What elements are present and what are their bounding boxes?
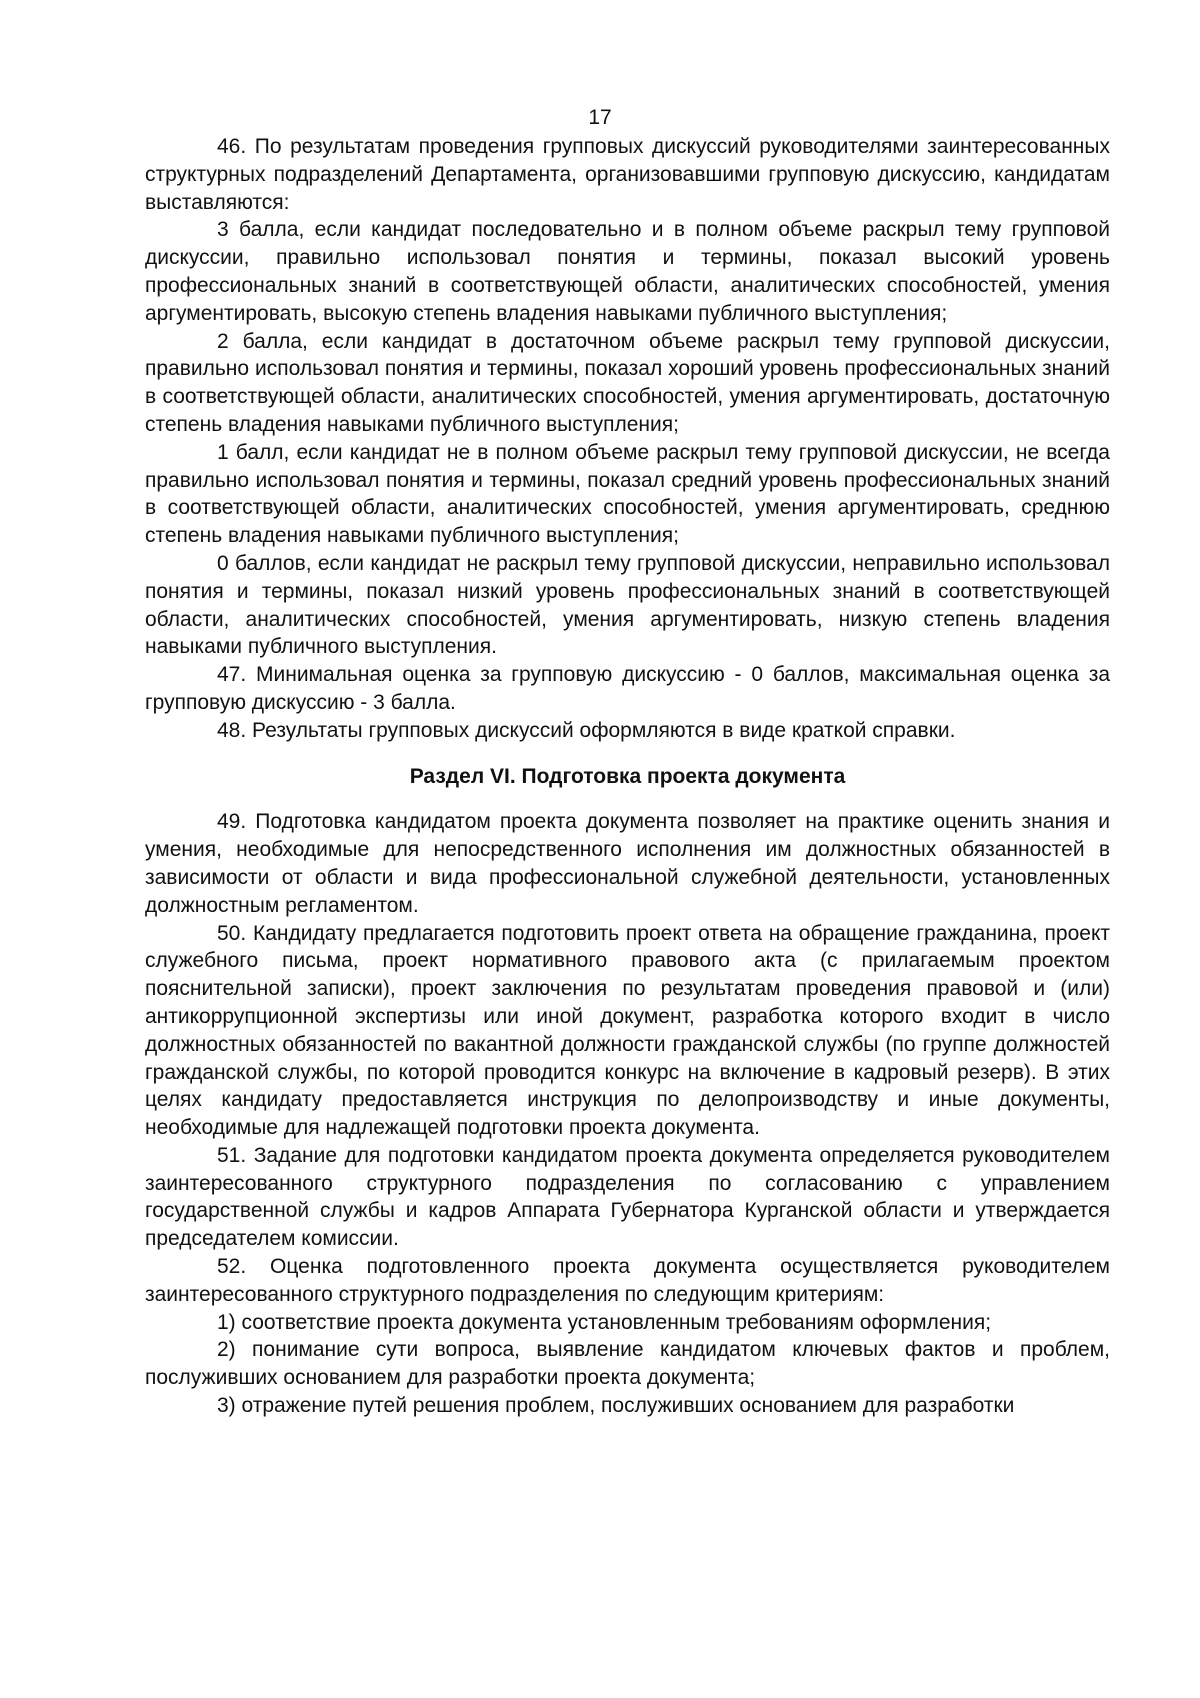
paragraph-46: 46. По результатам проведения групповых дискуссий руководителями заинтересованных структурных подразделений Департамента, организовавшими групповую дискуссию, кандидатам выставляются: [145,135,1110,214]
score-0-criteria: 0 баллов, если кандидат не раскрыл тему групповой дискуссии, неправильно использовал понятия и термины, показал низкий уровень профессиональных знаний в соответствующей области, аналитических способностей, умения аргументировать, низкую степень владения навыками публичного выступления. [145,551,1110,659]
paragraph-49: 49. Подготовка кандидатом проекта документа позволяет на практике оценить знания и умения, необходимые для непосредственного исполнения им должностных обязанностей в зависимости от области и вида профессиональной служебной деятельности, установленных должностным регламентом. [145,810,1110,917]
document-body [145,133,1110,1420]
paragraph-50: 50. Кандидату предлагается подготовить проект ответа на обращение гражданина, проект служебного письма, проект нормативного правового акта (с прилагаемым проектом пояснительной записки), проект заключения по результатам проведения правовой и (или) антикоррупционной экспертизы или иной документ, разработка которого входит в число должностных обязанностей по вакантной должности гражданской службы (по группе должностей гражданской службы, по которой проводится конкурс на включение в кадровый резерв). В этих целях кандидату предоставляется инструкция по делопроизводству и иные документы, необходимые для надлежащей подготовки проекта документа. [145,921,1110,1140]
criterion-1: 1) соответствие проекта документа установленным требованиям оформления; [217,1310,992,1334]
paragraph-52: 52. Оценка подготовленного проекта документа осуществляется руководителем заинтересованного структурного подразделения по следующим критериям: [145,1255,1110,1306]
score-2-criteria: 2 балла, если кандидат в достаточном объеме раскрыл тему групповой дискуссии, правильно использовал понятия и термины, показал хороший уровень профессиональных знаний в соответствующей области, аналитических способностей, умения аргументировать, достаточную степень владения навыками публичного выступления; [145,329,1110,436]
paragraph-51: 51. Задание для подготовки кандидатом проекта документа определяется руководителем заинтересованного структурного подразделения по согласованию с управлением государственной службы и кадров Аппарата Губернатора Курганской области и утверждается председателем комиссии. [145,1143,1110,1251]
criterion-3: 3) отражение путей решения проблем, послуживших основанием для разработки [217,1394,1015,1418]
criterion-2: 2) понимание сути вопроса, выявление кандидатом ключевых фактов и проблем, послуживших основанием для разработки проекта документа; [145,1338,1110,1390]
score-1-criteria: 1 балл, если кандидат не в полном объеме раскрыл тему групповой дискуссии, не всегда правильно использовал понятия и термины, показал средний уровень профессиональных знаний в соответствующей области, аналитических способностей, умения аргументировать, среднюю степень владения навыками публичного выступления; [145,440,1110,548]
page-number: 17 [588,106,612,129]
paragraph-47: 47. Минимальная оценка за групповую дискуссию - 0 баллов, максимальная оценка за групповую дискуссию - 3 балла. [145,663,1110,714]
section-heading: Раздел VI. Подготовка проекта документа [409,764,846,788]
score-3-criteria: 3 балла, если кандидат последовательно и в полном объеме раскрыл тему групповой дискуссии, правильно использовал понятия и термины, показал высокий уровень профессиональных знаний в соответствующей области, аналитических способностей, умения аргументировать, высокую степень владения навыками публичного выступления; [145,218,1110,325]
paragraph-48: 48. Результаты групповых дискуссий оформляются в виде краткой справки. [217,718,956,742]
